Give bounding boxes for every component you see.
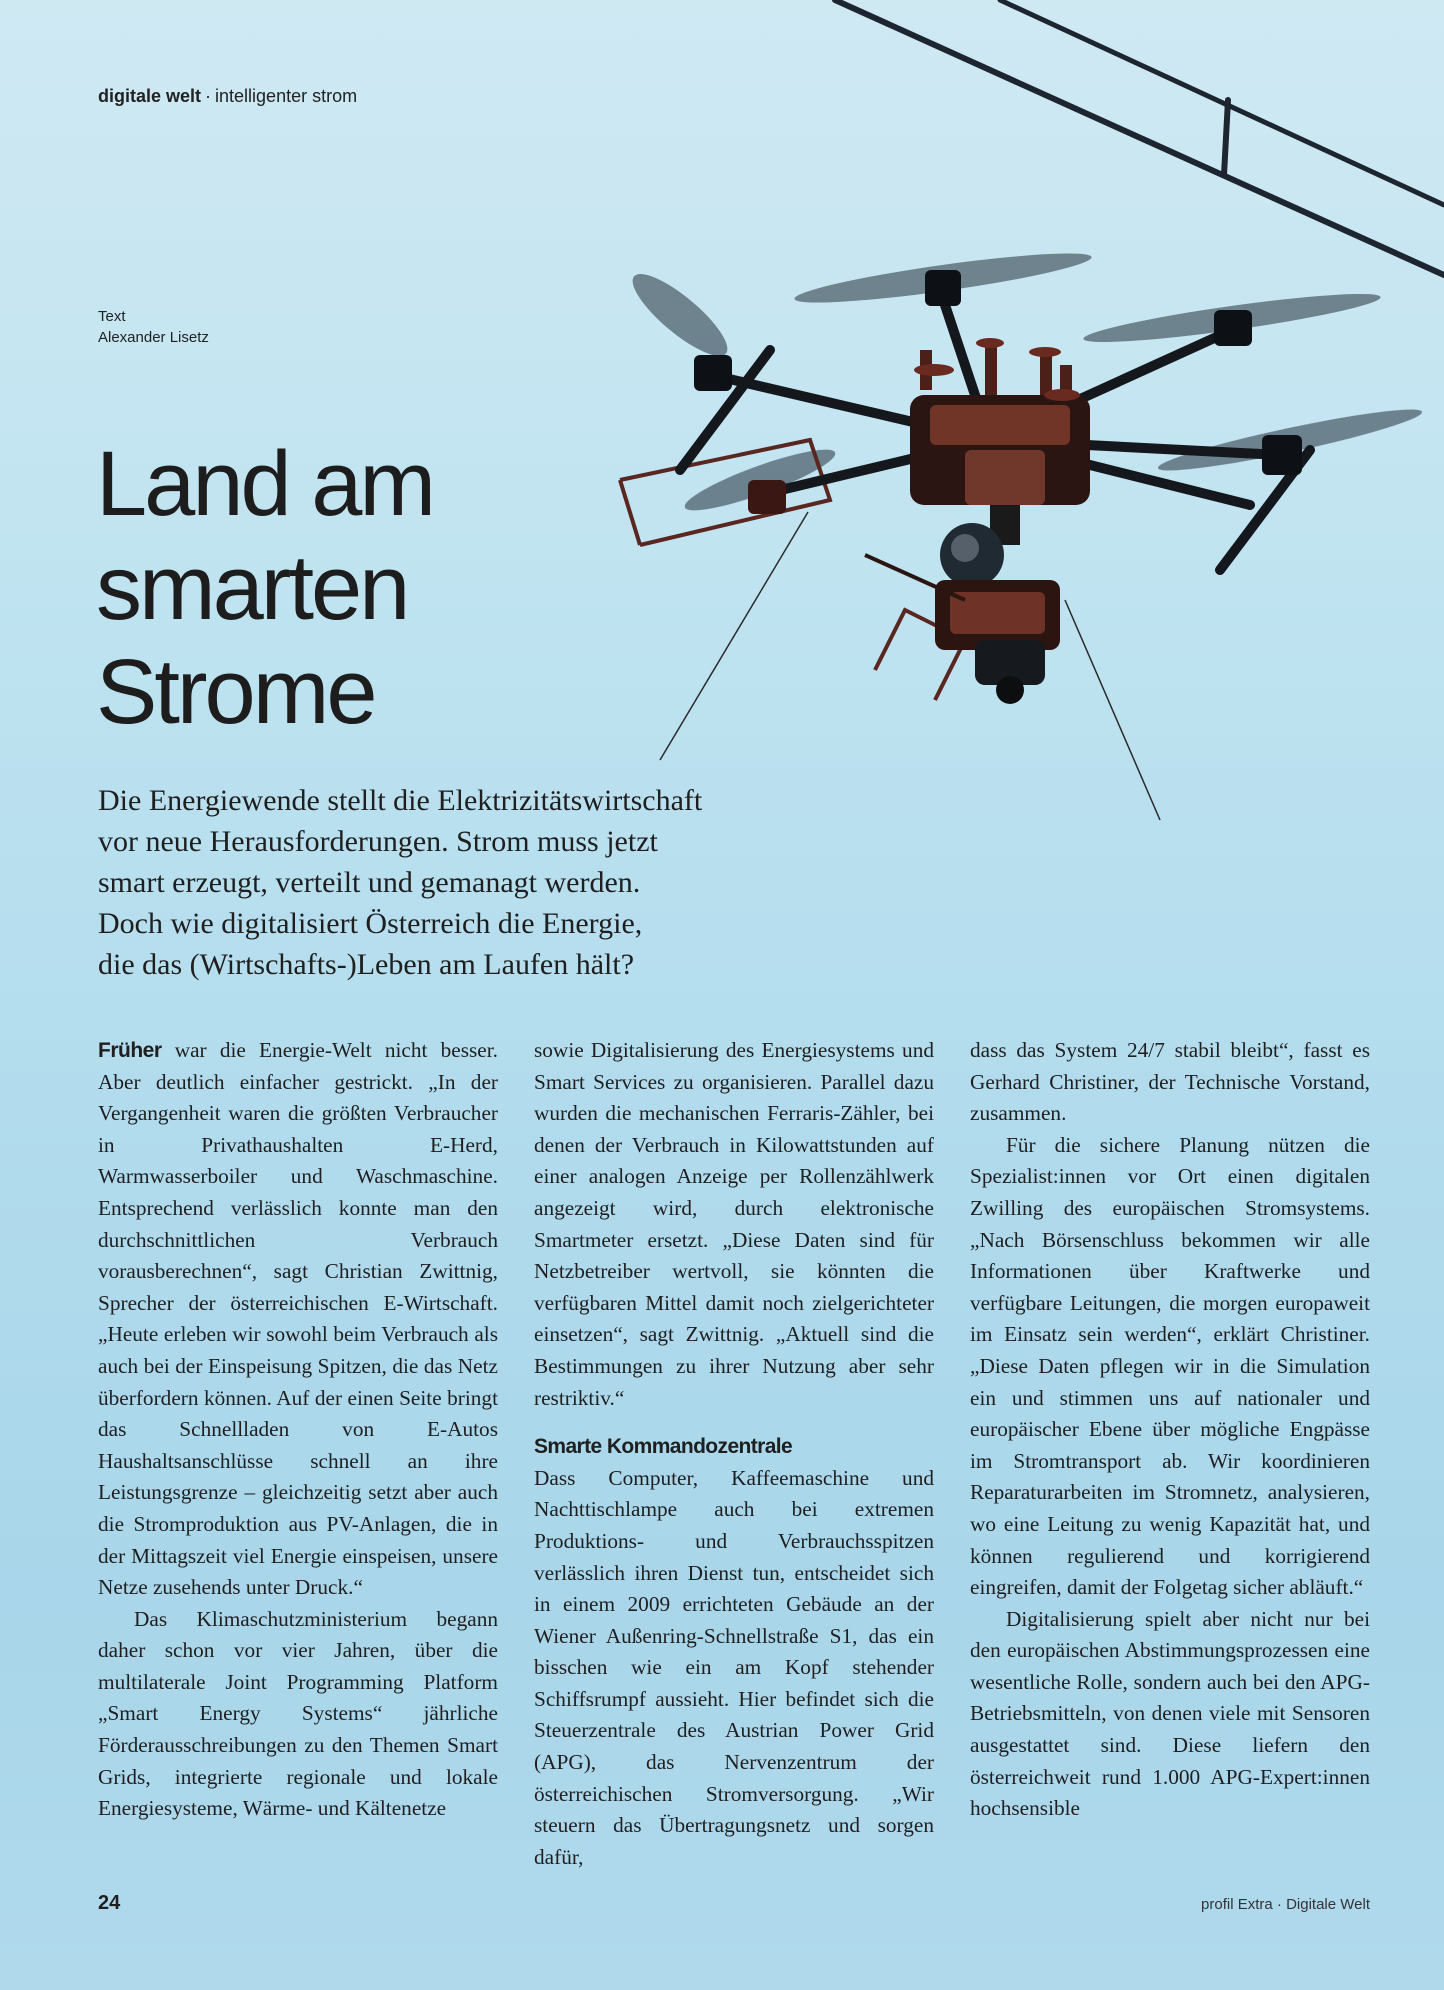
power-lines — [835, 0, 1444, 275]
camera-gimbal — [865, 505, 1060, 704]
body-paragraph: Digitalisierung spielt aber nicht nur bei den europäischen Abstimmungsprozessen eine wesentliche Rolle, sondern auch bei den APG-Betriebsmitteln, von denen viele mit Sensoren ausgestattet sind. Diese liefern den österreichweit rund 1.000 APG-Expert:innen hochsensible — [970, 1606, 1370, 1821]
lead-line: Die Energiewende stellt die Elektrizitätswirtschaft — [98, 784, 703, 817]
body-paragraph: Das Klimaschutzministerium begann daher schon vor vier Jahren, über die multilaterale Joint Programming Platform „Smart Energy Systems“ jährliche Förderausschreibungen zu den Themen Smart Grids, integrierte regionale und lokale Energiesysteme, Wärme- und Kältenetze — [98, 1606, 498, 1821]
body-paragraph: sowie Digitalisierung des Energiesystems und Smart Services zu organisieren. Parallel dazu wurden die mechanischen Ferraris-Zähler, bei denen der Verbrauch in Kilowattstunden auf einer analogen Anzeige per Rollenzählwerk angezeigt wird, durch elektronische Smartmeter ersetzt. „Diese Daten sind für Netzbetreiber wertvoll, sie könnten die verfügbaren Mittel damit noch zielgerichteter einsetzen“, sagt Zwittnig. „Aktuell sind die Bestimmungen zu ihrer Nutzung aber sehr restriktiv.“ — [534, 1038, 934, 1410]
lead-in-word: Früher — [98, 1039, 162, 1062]
byline — [98, 306, 209, 348]
publication-title: profil Extra · Digitale Welt — [1201, 1896, 1370, 1913]
body-paragraph: Dass Computer, Kaffeemaschine und Nachttischlampe auch bei extremen Produktions- und Verbrauchsspitzen verlässlich ihren Dienst tun, entscheidet sich in einem 2009 errichteten Gebäude an der Wiener Außenring-Schnellstraße S1, das ein bisschen wie ein am Kopf stehender Schiffsrumpf aussieht. Hier befindet sich die Steuerzentrale des Austrian Power Grid (APG), das Nervenzentrum der österreichischen Stromversorgung. „Wir steuern das Übertragungsnetz und sorgen dafür, — [534, 1465, 934, 1869]
section-name: digitale welt — [98, 86, 202, 106]
drone-body — [910, 338, 1090, 505]
body-paragraph — [98, 1035, 498, 1604]
lead-line: smart erzeugt, verteilt und gemanagt werden. — [98, 866, 641, 899]
section-topic: intelligenter strom — [215, 86, 358, 106]
page-number: 24 — [98, 1892, 121, 1914]
headline-line: Strome — [96, 641, 375, 743]
body-column-3 — [970, 1035, 1370, 1825]
article-headline — [96, 432, 433, 744]
drone-photo — [600, 0, 1444, 850]
section-subheading: Smarte Kommandozentrale — [534, 1435, 793, 1459]
lead-line: die das (Wirtschafts-)Leben am Laufen hält? — [98, 948, 635, 981]
body-paragraph: dass das System 24/7 stabil bleibt“, fasst es Gerhard Christiner, der Technische Vorstand, zusammen. — [970, 1038, 1370, 1126]
headline-line: smarten — [96, 537, 408, 639]
kicker-separator: · — [205, 86, 212, 106]
headline-line: Land am — [96, 433, 434, 535]
byline-author: Alexander Lisetz — [98, 329, 209, 346]
body-paragraph: Für die sichere Planung nützen die Spezialist:innen vor Ort einen digitalen Zwilling des europäischen Stromsystems. „Nach Börsenschluss bekommen wir alle Informationen über Kraftwerke und verfügbare Leitungen, die morgen europaweit im Einsatz sein werden“, erklärt Christiner. „Diese Daten pflegen wir in die Simulation ein und stimmen uns auf nationaler und europäischer Ebene über mögliche Engpässe im Stromtransport ab. Wir koordinieren Reparaturarbeiten im Stromnetz, analysieren, wo eine Leitung zu wenig Kapazität hat, und können regulierend und korrigierend eingreifen, damit der Folgetag sicher abläuft.“ — [970, 1132, 1370, 1600]
body-column-1 — [98, 1035, 498, 1825]
lead-line: vor neue Herausforderungen. Strom muss jetzt — [98, 825, 658, 858]
section-kicker — [98, 86, 357, 107]
lead-line: Doch wie digitalisiert Österreich die Energie, — [98, 907, 643, 940]
paragraph-text: war die Energie-Welt nicht besser. Aber deutlich einfacher gestrickt. „In der Vergangenheit waren die größten Verbraucher in Privathaushalten E-Herd, Warmwasserboiler und Waschmaschine. Entsprechend verlässlich konnte man den durchschnittlichen Verbrauch vorausberechnen“, sagt Christian Zwittnig, Sprecher der österreichischen E-Wirtschaft. „Heute erleben wir sowohl beim Verbrauch als auch bei der Einspeisung Spitzen, die das Netz überfordern können. Auf der einen Seite bringt das Schnellladen von E-Autos Haushaltsanschlüsse schnell an ihre Leistungsgrenze – gleichzeitig setzt aber auch die Stromproduktion aus PV-Anlagen, die in der Mittagszeit viel Energie einspeisen, unsere Netze zusehends unter Druck.“ — [98, 1038, 498, 1600]
body-column-2 — [534, 1035, 934, 1873]
tether-lines — [660, 512, 1160, 820]
byline-label: Text — [98, 308, 126, 325]
article-lead — [98, 780, 778, 985]
